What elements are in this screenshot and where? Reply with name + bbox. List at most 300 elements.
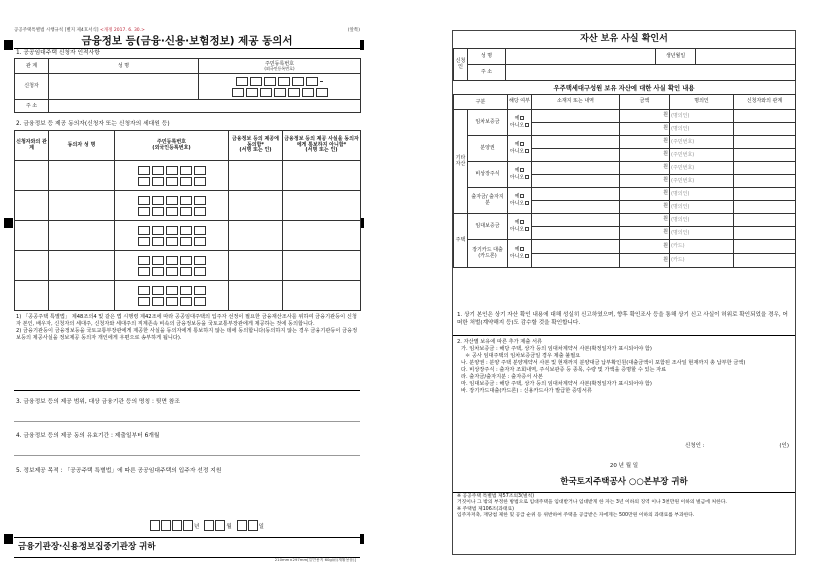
checkbox[interactable] — [520, 116, 524, 120]
cell[interactable] — [15, 191, 49, 221]
relation-cell[interactable] — [734, 149, 796, 162]
relation-cell[interactable] — [734, 110, 796, 123]
yes-label: 예 — [514, 141, 520, 148]
rrn-box[interactable] — [264, 77, 276, 86]
cell[interactable] — [229, 161, 283, 191]
group-other-assets: 기타 자산 — [454, 110, 468, 214]
rrn-boxes — [116, 237, 227, 246]
rrn-note: (외국인등록번호) — [264, 65, 295, 71]
checkbox[interactable] — [520, 168, 524, 172]
h-owner: 명의인 — [670, 95, 734, 110]
location-cell[interactable] — [532, 188, 620, 201]
cell[interactable] — [115, 191, 229, 221]
cell[interactable] — [229, 281, 283, 311]
h-notify-note: (서명 또는 인) — [305, 147, 338, 154]
table-row — [454, 136, 796, 149]
yes-label: 예 — [514, 115, 520, 122]
penalty-note: ※ 공공주택 특별법 제57조의3(벌칙) — [457, 494, 535, 499]
h-amount: 금액 — [620, 95, 670, 110]
address-field[interactable] — [506, 65, 796, 81]
location-cell[interactable] — [532, 175, 620, 188]
rrn-label: 주민등록번호 — [265, 60, 294, 67]
relation-cell[interactable] — [734, 162, 796, 175]
month-label: 월 — [226, 524, 232, 531]
address-label: 주 소 — [468, 65, 506, 81]
rrn-box[interactable] — [236, 77, 248, 86]
cell[interactable] — [15, 281, 49, 311]
rrn-box[interactable] — [180, 226, 192, 235]
owner-cell[interactable]: (명의인) — [670, 188, 734, 201]
rrn-box[interactable] — [194, 256, 206, 265]
rrn-box[interactable] — [166, 256, 178, 265]
yes-no — [508, 214, 532, 240]
addressee: 금융기관장·신용정보집중기관장 귀하 — [18, 542, 156, 552]
location-cell[interactable] — [532, 214, 620, 227]
item-label: 분양권 — [468, 136, 508, 162]
registration-mark — [4, 40, 13, 50]
table-row — [454, 188, 796, 201]
owner-cell[interactable]: (명의인) — [670, 214, 734, 227]
note-1: 1) 「공공주택 특별법」 제48조의4 및 같은 법 시행령 제42조에 따라 공공임대주택의 입주자 선정이 필요한 금융재산조사를 위하여 금융기관등이 신청자 본인, 배우자, 신청자의 세대주, 신청자와 세대주의 직계존속 비속의 금융정보등을 국토교통부장관에게 제공하는 것에 동의합니다. — [16, 314, 357, 328]
cell[interactable] — [115, 221, 229, 251]
cell[interactable] — [283, 191, 361, 221]
owner-cell[interactable]: (카드) — [670, 240, 734, 254]
rrn-box[interactable] — [138, 166, 150, 175]
date-box[interactable] — [204, 520, 214, 531]
rrn-box[interactable] — [306, 77, 318, 86]
location-cell[interactable] — [532, 136, 620, 149]
owner-cell[interactable]: (명의인) — [670, 123, 734, 136]
divider — [453, 335, 795, 336]
h-no-notify — [283, 131, 361, 161]
cell[interactable] — [229, 221, 283, 251]
doc-item: 마. 임대보증금 : 해당 주택, 상가 등의 임대차계약서 사본(확정일자가 표시되어야 함) — [461, 381, 652, 388]
divider — [14, 48, 360, 49]
table-row — [15, 191, 361, 221]
date-line[interactable]: 20 년 월 일 — [609, 463, 639, 469]
date-box[interactable] — [248, 520, 258, 531]
rrn-box[interactable] — [166, 207, 178, 216]
seal-mark[interactable]: (인) — [779, 443, 789, 449]
cell[interactable] — [49, 191, 115, 221]
section-2-title: 2. 금융정보 등 제공 동의자(신청자 또는 신청자의 세대원 등) — [16, 121, 170, 127]
rrn-box[interactable] — [152, 177, 164, 186]
cell[interactable] — [15, 251, 49, 281]
rrn-box[interactable] — [152, 297, 164, 306]
h-consent-note: (서명 또는 인) — [239, 147, 272, 154]
checkbox[interactable] — [525, 227, 529, 231]
date-field[interactable] — [150, 520, 264, 531]
item-label: 비상장주식 — [468, 162, 508, 188]
location-cell[interactable] — [532, 227, 620, 240]
birth-label: 생년월일 — [656, 49, 696, 65]
divider — [14, 421, 360, 422]
rrn-box[interactable] — [152, 237, 164, 246]
amount-cell[interactable]: 원 — [620, 149, 670, 162]
name-label: 성 명 — [468, 49, 506, 65]
rrn-box[interactable] — [194, 226, 206, 235]
owner-cell[interactable]: (명의인) — [670, 201, 734, 214]
relation-cell[interactable] — [734, 136, 796, 149]
rrn-box[interactable] — [250, 77, 262, 86]
rrn-box[interactable] — [166, 166, 178, 175]
h-location: 소재지 또는 내역 — [532, 95, 620, 110]
h-consent-label: 금융정보 등의 제공에 동의함* — [232, 135, 279, 148]
rrn-box[interactable] — [166, 297, 178, 306]
doc-item: 라. 출자금/출자지분 : 출자증서 사본 — [461, 374, 543, 381]
checkbox[interactable] — [525, 149, 529, 153]
form-regulation-ref — [14, 28, 145, 34]
checkbox[interactable] — [520, 194, 524, 198]
rrn-box[interactable] — [278, 77, 290, 86]
rrn-box[interactable] — [166, 196, 178, 205]
doc-item: 가. 임차보증금 : 해당 주택, 상가 등의 임대차계약서 사본(확정일자가 표시되어야 함) — [461, 346, 652, 353]
no-label: 아니오 — [509, 148, 525, 154]
location-cell[interactable] — [532, 201, 620, 214]
cell[interactable] — [15, 221, 49, 251]
section-3: 3. 금융정보 등의 제공 범위, 대상 금융기관 등의 명칭 : 뒷면 참조 — [16, 399, 180, 405]
relation-cell[interactable] — [734, 254, 796, 268]
section-1-title: 1. 공공임대주택 신청자 인적사항 — [16, 50, 100, 56]
rrn-boxes — [116, 267, 227, 276]
pledge-statement: 1. 상기 본인은 상기 자산 확인 내용에 대해 성실히 신고하였으며, 향후 확인조사 등을 통해 상기 신고 사실이 허위로 확인되었을 경우, 어떠한 처벌(계약해지 등)도 감수할 것을 확인합니다. — [457, 312, 788, 326]
rrn-box[interactable] — [194, 196, 206, 205]
no-option[interactable] — [509, 175, 530, 181]
yes-label: 예 — [514, 246, 520, 253]
checkbox[interactable] — [525, 175, 529, 179]
applicant-name-field[interactable] — [49, 74, 199, 100]
owner-cell[interactable]: (주민번호) — [670, 136, 734, 149]
rrn-box[interactable] — [152, 196, 164, 205]
rrn-box[interactable] — [166, 237, 178, 246]
rrn-box[interactable] — [166, 226, 178, 235]
page-side-label: (앞쪽) — [347, 28, 360, 33]
amount-cell[interactable]: 원 — [620, 240, 670, 254]
divider — [453, 492, 795, 493]
cell[interactable] — [49, 161, 115, 191]
rrn-boxes — [116, 166, 227, 175]
amount-cell[interactable]: 원 — [620, 227, 670, 240]
penalty-note: 입주자저축, 재당첨 제한 및 공급 순위 등 위반하여 주택을 공급받은 자에게는 500만원 이하의 과태료를 부과한다. — [457, 513, 695, 519]
yes-no — [508, 162, 532, 188]
date-box[interactable] — [172, 520, 182, 531]
table-row — [15, 161, 361, 191]
divider — [14, 390, 360, 391]
rrn-box[interactable] — [166, 177, 178, 186]
relation-cell[interactable] — [734, 201, 796, 214]
h-relation: 신청자와의 관 계 — [15, 131, 49, 161]
rrn-box[interactable] — [180, 256, 192, 265]
location-cell[interactable] — [532, 254, 620, 268]
rrn-box[interactable] — [152, 226, 164, 235]
rrn-box[interactable] — [194, 286, 206, 295]
cell[interactable] — [283, 281, 361, 311]
year-label: 년 — [194, 524, 200, 531]
col-rrn — [199, 59, 361, 74]
item-label: 임차보증금 — [468, 110, 508, 136]
h-rrn — [115, 131, 229, 161]
table-row — [15, 221, 361, 251]
location-cell[interactable] — [532, 110, 620, 123]
registration-mark — [4, 534, 13, 544]
rrn-box[interactable] — [138, 286, 150, 295]
form-header — [14, 28, 360, 35]
rrn-box[interactable] — [180, 207, 192, 216]
item-label: 장기카드 대출 (카드론) — [468, 240, 508, 268]
h-relation: 신청자와의 관계 — [734, 95, 796, 110]
doc-item: 다. 비상장주식 : 출자자 조회내역, 주식보관증 등 종목, 수량 및 가액을 증명할 수 있는 자료 — [461, 367, 667, 374]
relation-cell[interactable] — [734, 240, 796, 254]
asset-title: 자산 보유 사실 확인서 — [580, 34, 668, 44]
regulation-text: 공공주택특별법 시행규칙 [별지 제4호서식] — [14, 28, 99, 33]
section-4: 4. 금융정보 등의 제공 동의 유효기간 : 제출일부터 6개월 — [16, 433, 160, 439]
rrn-box[interactable] — [194, 297, 206, 306]
checkbox[interactable] — [525, 201, 529, 205]
section-5: 5. 정보제공 목적 : 「공공주택 특별법」에 따른 공공임대주택의 입주자 선정 지원 — [16, 468, 222, 474]
amount-cell[interactable]: 원 — [620, 214, 670, 227]
rrn-box[interactable] — [194, 267, 206, 276]
row-address: 주 소 — [15, 100, 49, 113]
amount-cell[interactable]: 원 — [620, 201, 670, 214]
owner-cell[interactable]: (주민번호) — [670, 175, 734, 188]
rrn-box[interactable] — [274, 88, 286, 97]
rrn-box[interactable] — [302, 88, 314, 97]
yes-no — [508, 188, 532, 214]
amount-cell[interactable]: 원 — [620, 188, 670, 201]
address-field[interactable] — [49, 100, 361, 113]
cell[interactable] — [115, 161, 229, 191]
rrn-box[interactable] — [194, 166, 206, 175]
rrn-boxes — [116, 226, 227, 235]
checkbox[interactable] — [520, 220, 524, 224]
consenter-table — [14, 130, 361, 311]
relation-cell[interactable] — [734, 214, 796, 227]
asset-addressee: 한국토지주택공사 ○○본부장 귀하 — [560, 477, 688, 487]
rrn-box[interactable] — [194, 177, 206, 186]
no-label: 아니오 — [509, 174, 525, 180]
day-label: 일 — [258, 524, 264, 531]
penalty-note: ※ 주택법 제106조(과태료) — [457, 506, 515, 512]
cell[interactable] — [115, 281, 229, 311]
rrn-box[interactable] — [246, 88, 258, 97]
owner-cell[interactable]: (주민번호) — [670, 162, 734, 175]
rrn-box[interactable] — [138, 267, 150, 276]
docs-title: 2. 자산별 보유에 따른 추가 제출 서류 — [457, 339, 542, 345]
cell[interactable] — [115, 251, 229, 281]
divider — [14, 537, 360, 538]
checkbox[interactable] — [520, 142, 524, 146]
yes-label: 예 — [514, 219, 520, 226]
amount-cell[interactable]: 원 — [620, 136, 670, 149]
cell[interactable] — [49, 221, 115, 251]
table-row — [454, 162, 796, 175]
cell[interactable] — [49, 251, 115, 281]
col-relation: 관 계 — [15, 59, 49, 74]
name-field[interactable] — [506, 49, 656, 65]
table-row — [454, 214, 796, 227]
yes-no — [508, 110, 532, 136]
rrn-boxes — [116, 207, 227, 216]
rrn-box[interactable] — [138, 177, 150, 186]
cell[interactable] — [229, 251, 283, 281]
no-option[interactable] — [509, 227, 530, 233]
consent-form-page — [14, 28, 360, 565]
h-rrn-note: (외국인등록번호) — [152, 144, 191, 151]
cell[interactable] — [283, 161, 361, 191]
rrn-box[interactable] — [288, 88, 300, 97]
no-label: 아니오 — [509, 226, 525, 232]
birth-field[interactable] — [696, 49, 796, 65]
table-row — [454, 240, 796, 254]
rrn-box[interactable] — [138, 297, 150, 306]
rrn-dash — [320, 81, 323, 82]
rrn-box[interactable] — [232, 88, 244, 97]
amount-cell[interactable]: 원 — [620, 254, 670, 268]
rrn-box[interactable] — [152, 207, 164, 216]
penalty-notes — [457, 494, 791, 520]
h-applicable: 해당 여부 — [508, 95, 532, 110]
amount-cell[interactable]: 원 — [620, 110, 670, 123]
table-row — [15, 251, 361, 281]
signer-label: 신청인 : — [685, 443, 705, 449]
location-cell[interactable] — [532, 240, 620, 254]
note-2: 2) 금융기관등이 금융정보등을 국토교통부장관에게 제공한 사실을 동의자에게 통보하지 않는 데에 동의합니다(동의하지 않는 경우 금융기관등이 금융정보등의 제공사실을 정보제공 동의자 개인에게 우편으로 송부하게 됩니다). — [16, 328, 358, 342]
registration-mark — [4, 218, 13, 228]
paper-spec: 210mm×297mm[일반용지 60g/㎡(재활용품)] — [274, 557, 356, 562]
relation-cell[interactable] — [734, 175, 796, 188]
applicant-table — [14, 58, 361, 113]
table-row — [15, 281, 361, 311]
no-option[interactable] — [509, 201, 530, 207]
h-rrn-label: 주민등록번호 — [157, 138, 186, 145]
rrn-boxes — [116, 297, 227, 306]
amount-cell[interactable]: 원 — [620, 162, 670, 175]
rrn-box[interactable] — [180, 286, 192, 295]
applicant-rrn-field[interactable] — [199, 74, 361, 100]
amount-cell[interactable]: 원 — [620, 175, 670, 188]
h-notify-label: 금융정보 등의 제공 사실을 동의자에게 통보하지 아니함* — [284, 135, 359, 148]
item-label: 임대보증금 — [468, 214, 508, 240]
cell[interactable] — [15, 161, 49, 191]
date-box[interactable] — [237, 520, 247, 531]
asset-confirmation-page — [452, 30, 796, 555]
yes-label: 예 — [514, 167, 520, 174]
penalty-note: 거짓이나 그 밖의 부정한 방법으로 임대주택을 임대받거나 임대받게 한 자는 3년 이하의 징역 이나 3천만원 이하의 벌금에 처한다. — [457, 500, 727, 506]
rrn-box[interactable] — [166, 267, 178, 276]
owner-cell[interactable]: (명의인) — [670, 110, 734, 123]
rrn-boxes — [116, 196, 227, 205]
cell[interactable] — [283, 221, 361, 251]
rrn-box[interactable] — [152, 166, 164, 175]
checkbox[interactable] — [525, 254, 529, 258]
form-title: 금융정보 등(금융·신용·보험정보) 제공 동의서 — [81, 35, 293, 47]
rrn-box[interactable] — [180, 166, 192, 175]
required-docs — [457, 339, 791, 395]
rrn-boxes — [116, 177, 227, 186]
rrn-box[interactable] — [152, 267, 164, 276]
h-consenter-name: 동의자 성 명 — [49, 131, 115, 161]
cell[interactable] — [49, 281, 115, 311]
divider — [14, 455, 360, 456]
doc-item: ＊ 공사 임대주택의 임차보증금일 경우 제출 불필요 — [465, 353, 581, 360]
rrn-box[interactable] — [180, 237, 192, 246]
owner-cell[interactable]: (주민번호) — [670, 149, 734, 162]
cell[interactable] — [283, 251, 361, 281]
no-option[interactable] — [509, 123, 530, 129]
rrn-boxes — [116, 256, 227, 265]
item-label: 출자금/ 출자지분 — [468, 188, 508, 214]
no-option[interactable] — [509, 254, 530, 260]
rrn-box[interactable] — [180, 196, 192, 205]
no-label: 아니오 — [509, 253, 525, 259]
doc-item: 나. 분양권 : 분양 주택 분양계약서 사본 및 현재까지 분양대금 납부확인원(대출금액이 포함된 조사일 현재까지 총 납부한 금액) — [461, 360, 746, 367]
relation-cell[interactable] — [734, 123, 796, 136]
consent-notes — [16, 314, 358, 342]
owner-cell[interactable]: (카드) — [670, 254, 734, 268]
location-cell[interactable] — [532, 162, 620, 175]
col-name: 성 명 — [49, 59, 199, 74]
checkbox[interactable] — [520, 247, 524, 251]
rrn-box[interactable] — [316, 88, 328, 97]
date-box[interactable] — [150, 520, 160, 531]
rrn-box[interactable] — [292, 77, 304, 86]
yes-label: 예 — [514, 193, 520, 200]
yes-no — [508, 136, 532, 162]
rrn-box[interactable] — [260, 88, 272, 97]
no-label: 아니오 — [509, 200, 525, 206]
asset-table — [453, 94, 796, 268]
relation-cell[interactable] — [734, 227, 796, 240]
rrn-box[interactable] — [152, 256, 164, 265]
amount-cell[interactable]: 원 — [620, 123, 670, 136]
applicant-info-table — [453, 48, 796, 81]
revision-date: <개정 2017. 6. 30.> — [100, 28, 145, 33]
group-house: 주택 — [454, 214, 468, 268]
checkbox[interactable] — [525, 123, 529, 127]
rrn-box[interactable] — [138, 237, 150, 246]
rrn-boxes — [200, 88, 359, 97]
rrn-box[interactable] — [138, 207, 150, 216]
rrn-box[interactable] — [180, 297, 192, 306]
date-box[interactable] — [215, 520, 225, 531]
h-consent — [229, 131, 283, 161]
relation-cell[interactable] — [734, 188, 796, 201]
asset-subtitle: 우주택세대구성원 보유 자산에 대한 사실 확인 내용 — [553, 85, 695, 92]
row-applicant: 신청자 — [15, 74, 49, 100]
rrn-box[interactable] — [166, 286, 178, 295]
location-cell[interactable] — [532, 149, 620, 162]
yes-no — [508, 240, 532, 268]
h-category: 구분 — [454, 95, 508, 110]
no-option[interactable] — [509, 149, 530, 155]
date-box[interactable] — [183, 520, 193, 531]
cell[interactable] — [229, 191, 283, 221]
rrn-box[interactable] — [194, 207, 206, 216]
rrn-box[interactable] — [138, 256, 150, 265]
no-label: 아니오 — [509, 122, 525, 128]
rrn-box[interactable] — [138, 226, 150, 235]
rrn-box[interactable] — [152, 286, 164, 295]
owner-cell[interactable]: (명의인) — [670, 227, 734, 240]
rrn-box[interactable] — [180, 177, 192, 186]
location-cell[interactable] — [532, 123, 620, 136]
rrn-box[interactable] — [194, 237, 206, 246]
date-box[interactable] — [161, 520, 171, 531]
rrn-box[interactable] — [180, 267, 192, 276]
rrn-box[interactable] — [138, 196, 150, 205]
table-row — [454, 110, 796, 123]
rrn-boxes — [200, 77, 359, 86]
